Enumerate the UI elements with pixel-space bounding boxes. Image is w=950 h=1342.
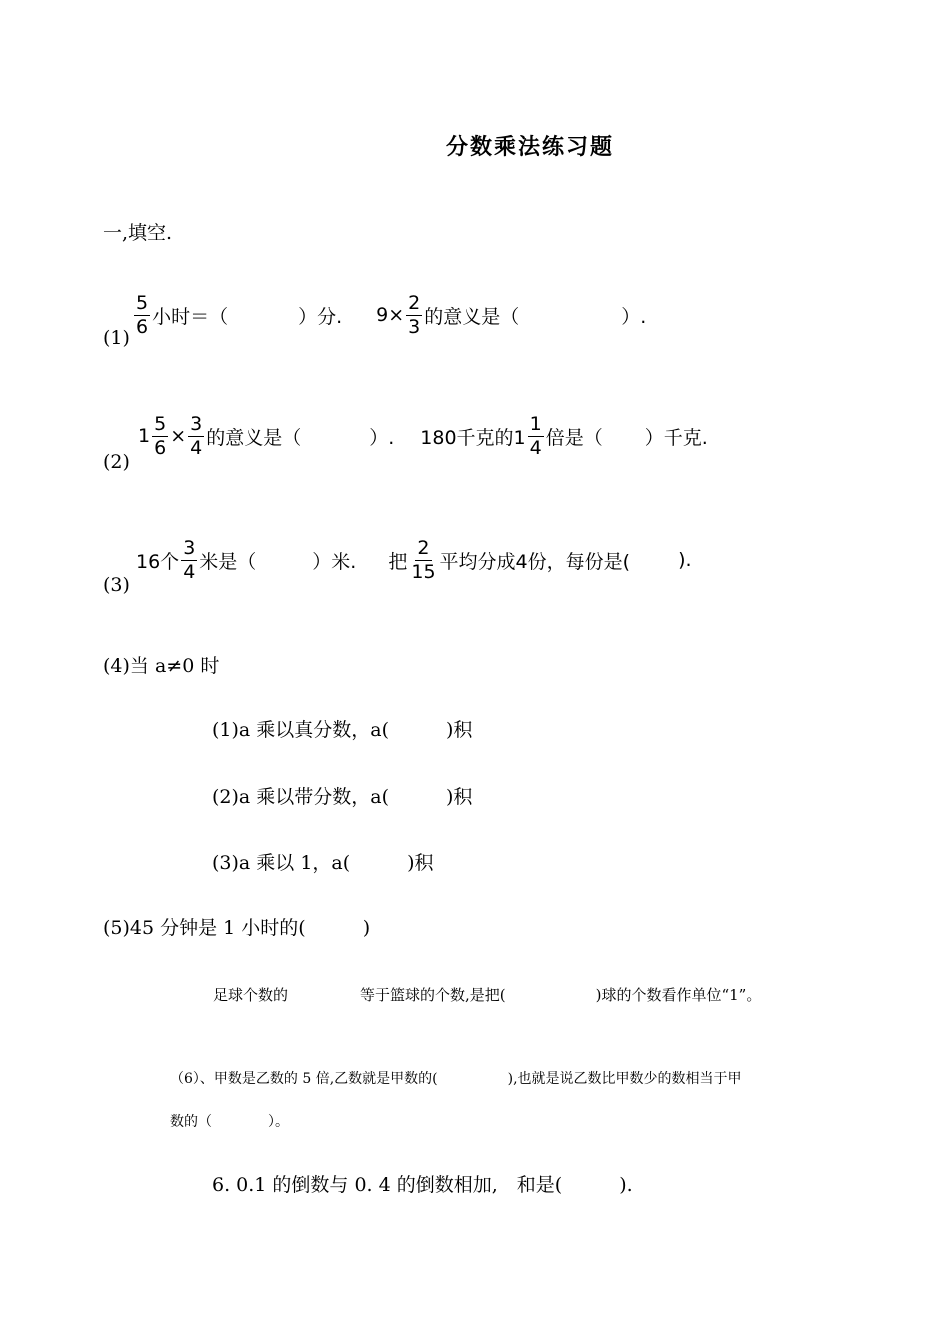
fraction: [406, 291, 422, 338]
q4-item: (1)a 乘以真分数，a( )积: [212, 719, 473, 741]
q4-item: (3)a 乘以 1，a( )积: [212, 852, 434, 874]
q3-line: [136, 533, 692, 587]
q3-a-text: 米是（: [199, 550, 257, 573]
fraction: [181, 536, 197, 583]
q3-b-lead: 把: [388, 550, 408, 573]
fraction: [152, 412, 168, 459]
q2-a-end: ）.: [369, 426, 395, 449]
q1-a-text: 小时＝（: [152, 305, 229, 328]
page-title: 分数乘法练习题: [445, 135, 614, 160]
q3-a-lead: 16个: [136, 550, 180, 573]
numerator: 5: [154, 412, 167, 435]
q1-line: [132, 290, 646, 340]
denominator: 4: [529, 436, 542, 459]
q2-a-text: 的意义是（: [206, 426, 302, 449]
denominator: 4: [183, 560, 196, 583]
q1-b-text: 的意义是（: [424, 305, 520, 328]
q2-b-end: ）千克.: [644, 426, 708, 449]
q7-text: 6. 0.1 的倒数与 0. 4 的倒数相加, 和是( ).: [212, 1174, 633, 1196]
section-heading: 一,填空.: [103, 222, 173, 244]
football-left-text: 足球个数的: [213, 986, 289, 1004]
numerator: 3: [183, 536, 196, 559]
q1-label: (1): [103, 327, 130, 349]
fraction: [134, 291, 150, 338]
q2-line: [138, 408, 708, 464]
q4-item: (2)a 乘以带分数，a( )积: [212, 786, 473, 808]
q3-b-text: 平均分成4份，每份是(: [439, 550, 631, 573]
q1-a-end: ）分.: [298, 305, 343, 328]
numerator: 2: [408, 291, 421, 314]
denominator: 15: [411, 560, 436, 583]
q2-b-lead: 180千克的1: [420, 426, 526, 449]
q1-b-end: ）.: [621, 305, 647, 328]
q3-label: (3): [103, 574, 130, 596]
denominator: 6: [154, 436, 167, 459]
times-sign: ×: [170, 425, 187, 447]
q3-b-end: ).: [678, 549, 692, 571]
denominator: 6: [136, 315, 149, 338]
denominator: 3: [408, 315, 421, 338]
q6-line-2: 数的（ ）。: [170, 1114, 289, 1130]
fraction: [188, 412, 204, 459]
fraction: [409, 536, 437, 583]
whole-number: 1: [138, 425, 151, 447]
denominator: 4: [190, 436, 203, 459]
numerator: 1: [529, 412, 542, 435]
q3-a-end: ）米.: [312, 550, 357, 573]
q1-b-lead: 9×: [376, 304, 405, 326]
q5-text: (5)45 分钟是 1 小时的( ): [103, 917, 371, 939]
numerator: 2: [417, 536, 430, 559]
q4-heading: (4)当 a≠0 时: [103, 655, 220, 677]
q6-line-1: （6）、甲数是乙数的 5 倍,乙数就是甲数的( ),也就是说乙数比甲数少的数相当于甲: [170, 1071, 742, 1087]
numerator: 3: [190, 412, 203, 435]
q2-b-text: 倍是（: [545, 426, 603, 449]
fraction: [528, 412, 544, 459]
q2-label: (2): [103, 451, 130, 473]
football-right-text: 等于篮球的个数,是把( )球的个数看作单位“1”。: [360, 986, 762, 1004]
numerator: 5: [136, 291, 149, 314]
